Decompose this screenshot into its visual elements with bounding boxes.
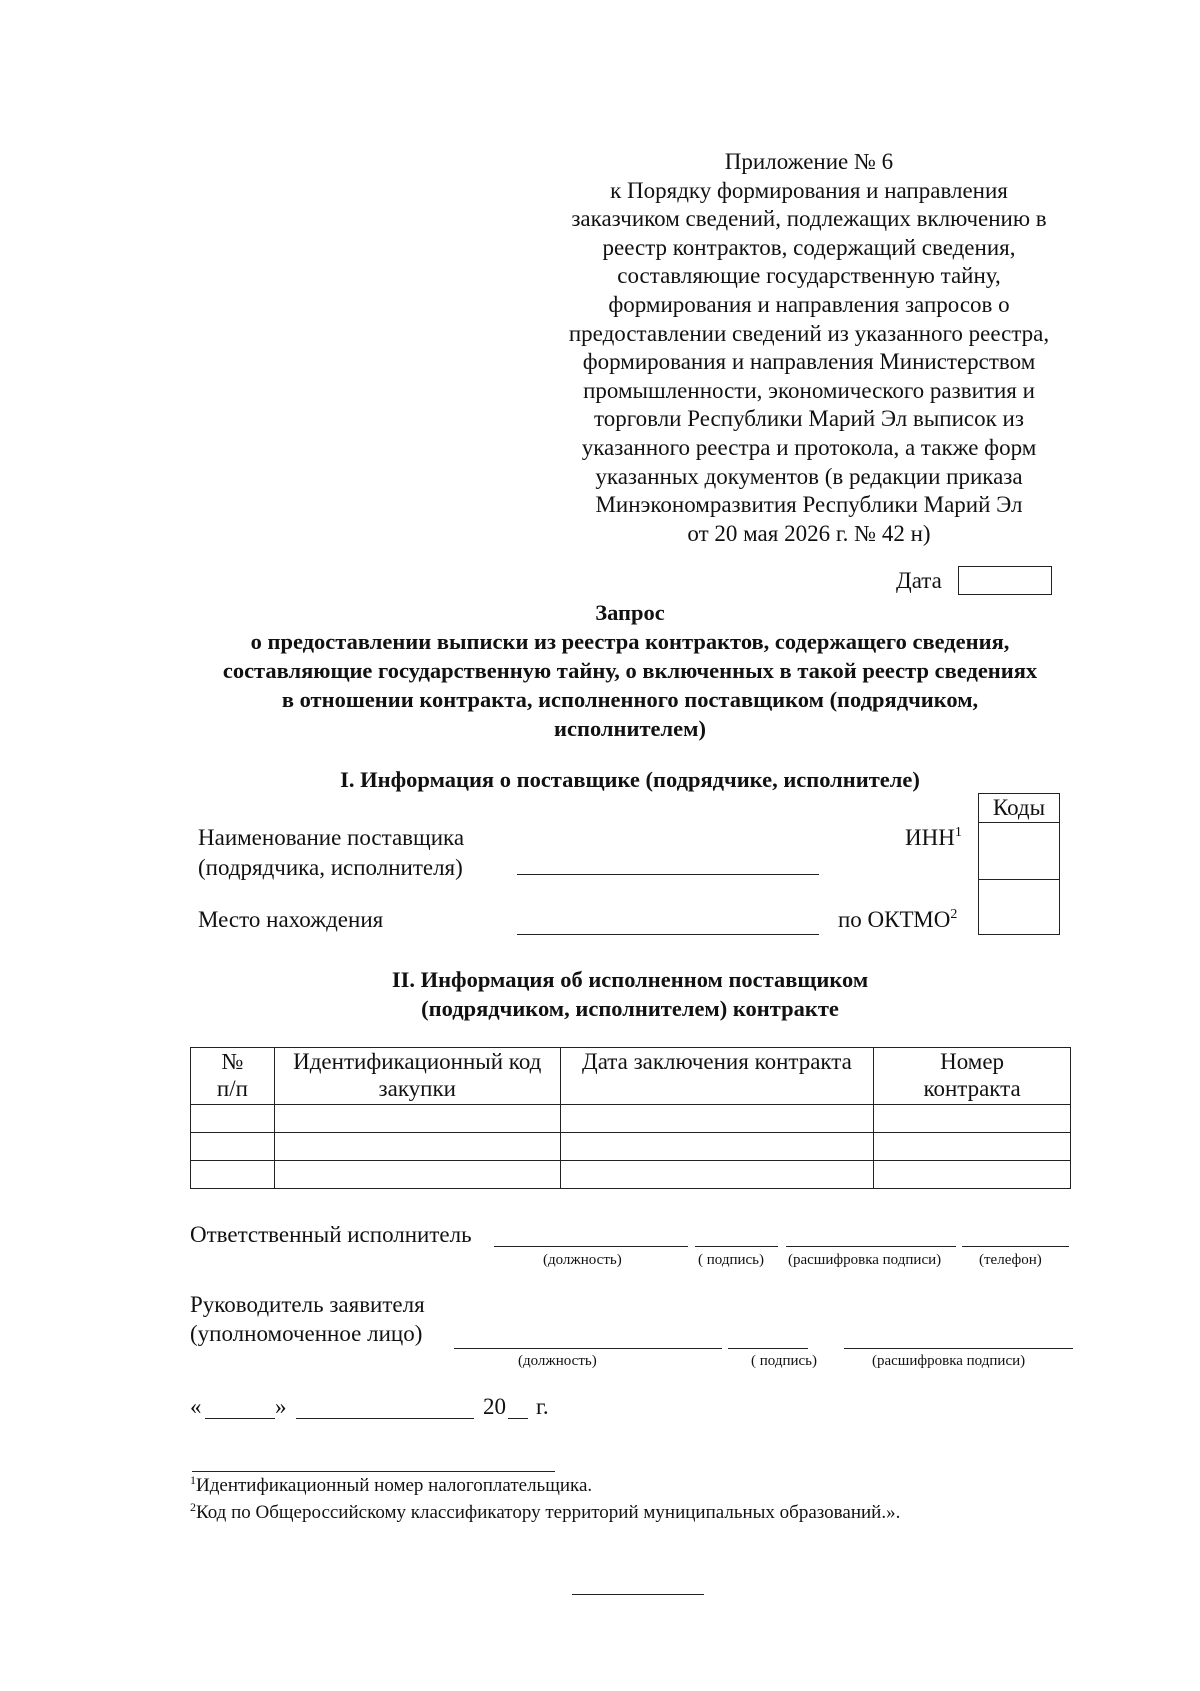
appendix-line: формирования и направления запросов о [608, 291, 1010, 317]
signature-caption: ( подпись) [751, 1353, 818, 1369]
date-year-suffix: г. [536, 1394, 549, 1419]
head-signature-field[interactable] [728, 1348, 808, 1349]
table-row [191, 1133, 1071, 1161]
table-row [191, 1105, 1071, 1133]
section2-title-line: (подрядчиком, исполнителем) контракте [421, 996, 839, 1021]
header-line: Дата заключения контракта [582, 1049, 852, 1074]
responsible-phone-field[interactable] [962, 1246, 1069, 1247]
signature-caption: ( подпись) [698, 1252, 765, 1268]
footnote-divider [192, 1471, 555, 1472]
col-purchase-code-header [274, 1048, 560, 1105]
position-caption: (должность) [543, 1252, 622, 1268]
request-subtitle-line: о предоставлении выписки из реестра контрактов, содержащего сведения, [250, 629, 1010, 654]
date-label: Дата [896, 568, 942, 593]
header-line: Идентификационный код [293, 1049, 542, 1074]
location-field[interactable] [517, 934, 819, 935]
phone-caption: (телефон) [979, 1252, 1042, 1268]
head-label-sub: (уполномоченное лицо) [190, 1321, 423, 1346]
col-number-header [191, 1048, 275, 1105]
head-signature-decoding-field[interactable] [844, 1348, 1073, 1349]
supplier-name-label-line: (подрядчика, исполнителя) [198, 855, 463, 880]
date-century: 20 [483, 1394, 506, 1419]
date-month-field[interactable] [296, 1418, 474, 1419]
location-label: Место нахождения [198, 907, 384, 932]
header-line: п/п [216, 1076, 248, 1101]
supplier-name-field[interactable] [517, 874, 819, 875]
col-contract-date-header [560, 1048, 874, 1105]
table-cell[interactable] [560, 1161, 874, 1189]
table-cell[interactable] [191, 1133, 275, 1161]
appendix-header [548, 148, 1070, 548]
head-position-field[interactable] [454, 1348, 722, 1349]
date-day-field[interactable] [205, 1418, 275, 1419]
footnote-text: Код по Общероссийскому классификатору территорий муниципальных образований.». [196, 1502, 901, 1523]
table-cell[interactable] [560, 1133, 874, 1161]
table-cell[interactable] [274, 1133, 560, 1161]
oktmo-label-text: по ОКТМО [838, 907, 951, 932]
inn-label [905, 823, 962, 853]
table-cell[interactable] [191, 1105, 275, 1133]
table-cell[interactable] [560, 1105, 874, 1133]
appendix-line: указанных документов (в редакции приказа [595, 463, 1023, 489]
supplier-name-label [198, 823, 464, 883]
header-line: контракта [923, 1076, 1021, 1101]
appendix-line: торговли Республики Марий Эл выписок из [594, 406, 1024, 432]
oktmo-code-field[interactable] [979, 880, 1059, 935]
date-field[interactable] [958, 566, 1052, 595]
footnote [190, 1475, 592, 1497]
appendix-line: составляющие государственную тайну, [617, 263, 1001, 289]
contract-table [190, 1047, 1071, 1189]
table-cell[interactable] [274, 1105, 560, 1133]
section2-title [200, 965, 1060, 1023]
appendix-line: указанного реестра и протокола, а также форм [581, 434, 1037, 460]
appendix-line: Приложение № 6 [724, 149, 894, 174]
section2-title-line: II. Информация об исполненном поставщиком [391, 967, 869, 992]
col-contract-number-header [874, 1048, 1071, 1105]
signature-decoding-caption: (расшифровка подписи) [872, 1353, 1026, 1369]
footnote-text: Идентификационный номер налогоплательщика. [196, 1475, 593, 1496]
end-divider [572, 1594, 704, 1595]
appendix-line: к Порядку формирования и направления [610, 177, 1008, 203]
codes-box [978, 793, 1060, 935]
responsible-signature-decoding-field[interactable] [786, 1246, 956, 1247]
request-subtitle-line: в отношении контракта, исполненного поставщиком (подрядчиком, [281, 687, 979, 712]
footnote-mark: 1 [190, 1473, 196, 1487]
responsible-label: Ответственный исполнитель [190, 1222, 472, 1247]
header-line: № [221, 1049, 244, 1074]
oktmo-label [838, 905, 957, 935]
position-caption: (должность) [518, 1353, 597, 1369]
table-cell[interactable] [274, 1161, 560, 1189]
appendix-line: формирования и направления Министерством [582, 349, 1036, 375]
date-open-quote: « [190, 1394, 202, 1419]
footnote-mark: 2 [190, 1500, 196, 1514]
head-label: Руководитель заявителя [190, 1292, 425, 1317]
oktmo-footnote-mark: 2 [950, 907, 958, 922]
appendix-line: реестр контрактов, содержащий сведения, [602, 234, 1016, 260]
inn-code-field[interactable] [979, 823, 1059, 880]
request-subtitle-line: составляющие государственную тайну, о включенных в такой реестр сведениях [222, 658, 1038, 683]
request-heading: Запрос [595, 600, 665, 625]
section1-title: I. Информация о поставщике (подрядчике, исполнителе) [340, 767, 920, 792]
date-close-quote: » [275, 1394, 287, 1419]
appendix-line: заказчиком сведений, подлежащих включению в [571, 206, 1047, 232]
supplier-name-label-line: Наименование поставщика [198, 825, 465, 850]
footnote [190, 1502, 900, 1524]
table-row [191, 1161, 1071, 1189]
responsible-position-field[interactable] [494, 1246, 688, 1247]
inn-footnote-mark: 1 [954, 825, 962, 840]
appendix-line: Минэкономразвития Республики Марий Эл [595, 492, 1023, 518]
responsible-signature-field[interactable] [695, 1246, 778, 1247]
table-cell[interactable] [874, 1133, 1071, 1161]
signature-decoding-caption: (расшифровка подписи) [788, 1252, 942, 1268]
header-line: закупки [378, 1076, 456, 1101]
inn-label-text: ИНН [905, 825, 955, 850]
codes-header: Коды [979, 794, 1059, 823]
appendix-line: промышленности, экономического развития и [583, 377, 1035, 403]
table-cell[interactable] [874, 1161, 1071, 1189]
appendix-line: от 20 мая 2026 г. № 42 н) [687, 520, 931, 546]
table-header-row [191, 1048, 1071, 1105]
request-subtitle-line: исполнителем) [554, 716, 706, 741]
date-year-field[interactable] [508, 1418, 528, 1419]
appendix-line: предоставлении сведений из указанного реестра, [568, 320, 1050, 346]
table-cell[interactable] [874, 1105, 1071, 1133]
request-title [160, 598, 1100, 743]
table-cell[interactable] [191, 1161, 275, 1189]
header-line: Номер [940, 1049, 1005, 1074]
